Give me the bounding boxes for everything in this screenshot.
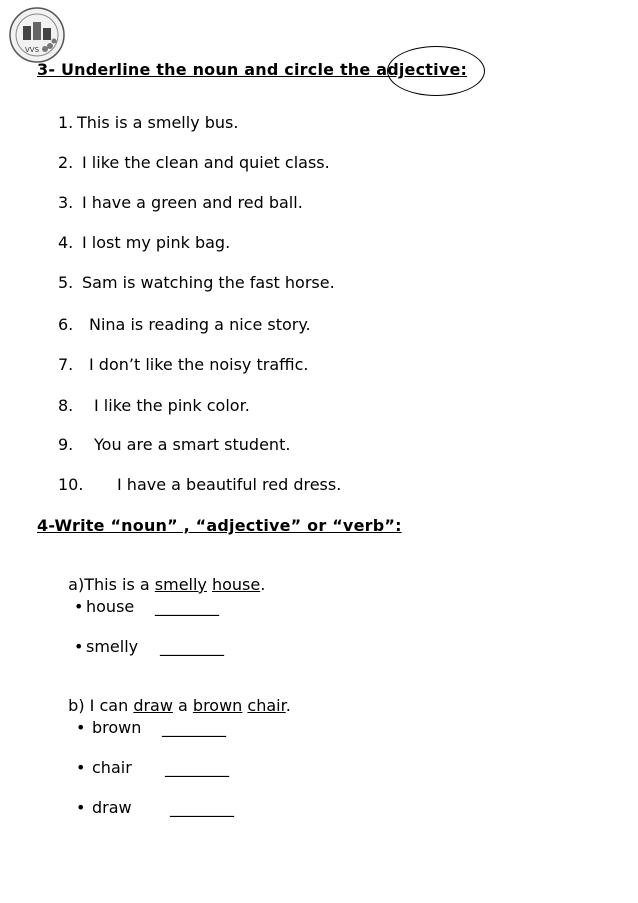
adjective-circle-mark (387, 46, 485, 96)
sentence-text[interactable]: I have a green and red ball. (82, 193, 303, 212)
sentence-text[interactable]: I like the pink color. (94, 396, 250, 415)
bullet-icon: • (74, 637, 84, 656)
answer-blank[interactable]: ________ (155, 597, 219, 616)
sentence-number: 6. (58, 315, 74, 334)
bullet-word: smelly (86, 637, 139, 656)
section-3-heading: 3- Underline the noun and circle the adjective: (37, 60, 468, 79)
answer-blank[interactable]: ________ (162, 718, 226, 737)
answer-blank[interactable]: ________ (170, 798, 234, 817)
sentence-number: 5. (58, 273, 74, 292)
item-a-label: a) (68, 575, 85, 594)
sentence-number: 10. (58, 475, 84, 494)
bullet-word: draw (92, 798, 132, 817)
sentence-text[interactable]: I have a beautiful red dress. (117, 475, 342, 494)
item-b-sentence: b) I can draw a brown chair. (68, 696, 291, 715)
sentence-text[interactable]: I like the clean and quiet class. (82, 153, 330, 172)
sentence-number: 4. (58, 233, 74, 252)
bullet-icon: • (76, 758, 86, 777)
sentence-text[interactable]: Sam is watching the fast horse. (82, 273, 335, 292)
sentence-number: 1. (58, 113, 74, 132)
bullet-word: chair (92, 758, 132, 777)
sentence-text[interactable]: I don’t like the noisy traffic. (89, 355, 309, 374)
underlined-word: house (211, 575, 261, 594)
sentence-text[interactable]: I lost my pink bag. (82, 233, 231, 252)
underlined-word: chair (247, 696, 286, 715)
bullet-word: house (86, 597, 135, 616)
sentence-text[interactable]: Nina is reading a nice story. (89, 315, 311, 334)
sentence-text[interactable]: This is a smelly bus. (77, 113, 239, 132)
section-4-heading: 4-Write “noun” , “adjective” or “verb”: (37, 516, 402, 535)
item-b-label: b) (68, 696, 85, 715)
school-logo (8, 6, 66, 64)
answer-blank[interactable]: ________ (160, 637, 224, 656)
underlined-word: brown (192, 696, 243, 715)
sentence-number: 2. (58, 153, 74, 172)
underlined-word: draw (133, 696, 173, 715)
sentence-number: 9. (58, 435, 74, 454)
sentence-number: 8. (58, 396, 74, 415)
bullet-icon: • (76, 798, 86, 817)
sentence-number: 3. (58, 193, 74, 212)
sentence-number: 7. (58, 355, 74, 374)
item-a-sentence: a)This is a smelly house. (68, 575, 266, 594)
underlined-word: smelly (154, 575, 207, 594)
bullet-icon: • (74, 597, 84, 616)
bullet-icon: • (76, 718, 86, 737)
svg-text:VVS: VVS (25, 46, 40, 54)
bullet-word: brown (92, 718, 142, 737)
answer-blank[interactable]: ________ (165, 758, 229, 777)
sentence-text[interactable]: You are a smart student. (94, 435, 291, 454)
